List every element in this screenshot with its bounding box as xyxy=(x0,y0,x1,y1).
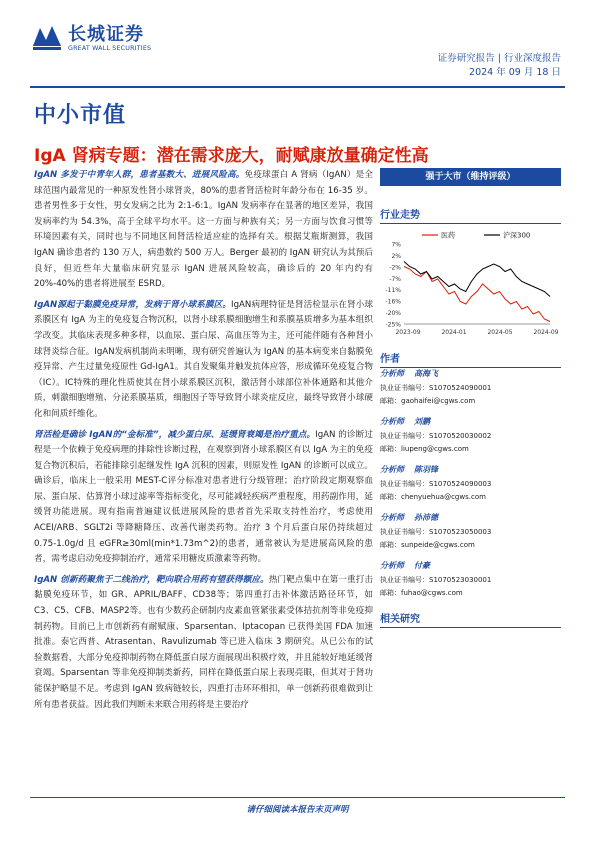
y-tick-label: -11% xyxy=(385,287,401,295)
author-role: 分析师 xyxy=(380,369,404,378)
y-tick-label: -2% xyxy=(389,264,401,272)
author-name: 孙沛德 xyxy=(414,513,438,522)
author-cert: 执业证书编号：S1070524090001 xyxy=(380,383,492,392)
report-date: 2024 年 09 月 18 日 xyxy=(469,67,561,78)
author-email: 邮箱：liupeng@cgws.com xyxy=(380,445,469,453)
author-email: 邮箱：gaohaifei@cgws.com xyxy=(380,397,476,405)
author-cert: 执业证书编号：S1070520030002 xyxy=(380,431,492,440)
paragraph-lead: 肾活检是确诊 IgAN的“金标准”，减少蛋白尿、延缓肾衰竭是治疗重点。 xyxy=(34,429,316,440)
footer-disclaimer: 请仔细阅读本报告末页声明 xyxy=(246,805,349,815)
logo-name-en: GREAT WALL SECURITIES xyxy=(68,45,152,52)
author-cert: 执业证书编号：S1070523050003 xyxy=(380,527,492,536)
legend-label: 沪深300 xyxy=(503,231,531,240)
authors-heading: 作者 xyxy=(380,350,561,368)
paragraph-lead: IgAN源起于黏膜免疫异常，发病于肾小球系膜区。 xyxy=(34,299,232,310)
paragraph xyxy=(34,168,373,293)
x-tick-label: 2024-01 xyxy=(441,329,467,336)
author-role: 分析师 xyxy=(380,417,404,426)
paragraph xyxy=(34,428,373,568)
paragraph-lead: IgAN 多发于中青年人群，患者基数大、进展风险高。 xyxy=(34,170,245,180)
author-email: 邮箱：chenyuehua@cgws.com xyxy=(380,493,486,501)
report-title: IgA 肾病专题：潜在需求庞大，耐赋康放量确定性高 xyxy=(34,146,429,166)
trend-heading: 行业走势 xyxy=(380,206,561,224)
main-body xyxy=(34,168,373,718)
author-role: 分析师 xyxy=(380,465,404,474)
paragraph-body: 免疫球蛋白 A 肾病（IgAN）是全球范围内最常见的一种原发性肾小球肾炎，80%的患者肾活检时年龄分布在 16-35 岁。患者男性多于女性，男女发病之比为 2:1-6:1。IgAN 发病率存在显著的地区差异，我国发病率约为 54.3%，高于全球平均水平。这一方面与种族有关；另一方面与饮食习惯等环境因素有关，同时也与不同地区间肾活检适应症的选择有关。根据艾瓶斯测算，我国 IgAN 确诊患者约 130 万人，病患数约 500 万人。Berger 最初的 IgAN 研究认为其预后良好，但近些年大量临床研究显示 IgAN 进展风险较高，确诊后的 20 年内约有 20%-40%的患者将进展至 ESRD。 xyxy=(34,170,374,290)
related-heading: 相关研究 xyxy=(380,610,561,628)
paragraph-lead: IgAN 创新药聚焦于二线治疗，靶向联合用药有望获得额应。 xyxy=(34,574,269,585)
x-tick-label: 2024-09 xyxy=(533,329,559,336)
y-tick-label: -20% xyxy=(385,310,401,318)
paragraph xyxy=(34,573,373,713)
y-tick-label: 7% xyxy=(391,241,401,249)
section-title: 中小市值 xyxy=(34,103,127,128)
author-cert: 执业证书编号：S1070524090003 xyxy=(380,479,492,488)
author-card xyxy=(380,559,561,601)
trend-chart-svg xyxy=(380,228,561,340)
author-role: 分析师 xyxy=(380,513,404,522)
paragraph xyxy=(34,298,373,423)
author-cert: 执业证书编号：S1070523030001 xyxy=(380,575,492,584)
y-tick-label: -7% xyxy=(389,275,401,283)
company-logo xyxy=(30,20,158,68)
author-card xyxy=(380,415,561,457)
author-name: 陈羽锋 xyxy=(414,465,438,474)
paragraph-body: IgAN 的诊断过程是一个依赖于免疫病理的排除性诊断过程，在观察到肾小球系膜区有以 IgA 为主的免疫复合物沉积后，若能排除引起继发性 IgA 沉积的因素，则原发性 IgAN 的诊断可以成立。确诊后，临床上一般采用 MEST-C评分标准对患者进行分级管理；治疗阶段定期观察血尿、蛋白尿、估算肾小球过滤率等指标变化，尽可能减轻疾病严重程度，用药副作用，延缓肾功能进展。现有指南普遍建议低进展风险的患者首先采取支持性治疗，考虑使用 ACEI/ARB、SGLT2i 等降糖降压、改善代谢类药物。治疗 3 个月后蛋白尿仍持续超过 0.75-1.0g/d 且 eGFR≥30ml(min*1.73m^2)的患者，通常被认为是进展高风险的患者，需考虑启动免疫抑制治疗，通常采用糖皮质激素等药物。 xyxy=(34,429,373,565)
y-tick-label: 2% xyxy=(391,252,401,260)
y-tick-label: -25% xyxy=(385,321,401,329)
footer-divider xyxy=(30,797,565,798)
report-category: 行业深度报告 xyxy=(503,53,561,64)
report-meta: 证券研究报告 | 行业深度报告 2024 年 09 月 18 日 xyxy=(437,53,561,78)
x-tick-label: 2023-09 xyxy=(395,329,421,336)
author-email: 邮箱：fuhao@cgws.com xyxy=(380,589,463,597)
author-card xyxy=(380,511,561,553)
paragraph-body: 热门靶点集中在第一重打击黏膜免疫环节，如 GR、APRIL/BAFF、CD38等；第四重打击补体激活路径环节，如 C3、C5、CFB、MASP2等。也有少数药企研制内皮素血管紧张素受体拮抗剂等非免疫抑制药物。目前已上市创新药有耐赋康、Sparsentan、Iptacopan 已获得美国 FDA 加速批准。泰它西普、Atrasentan、Ravulizumab 等已进入临床 3 期研究。从已公布的试验数据看，大部分免疫抑制药物在降低蛋白尿方面展现出积极疗效，并且能较好地延缓肾衰竭。Sparsentan 等非免疫抑制类新药，同样在降低蛋白尿上表现亮眼，但其对于肾功能保护略显不足。考虑到 IgAN 致病链较长，四重打击环环相扣，单一创新药很难做到让所有患者获益。因此我们判断未来联合用药将是主要治疗 xyxy=(34,574,373,710)
logo-name-cn: 长城证券 xyxy=(68,24,144,45)
trend-chart xyxy=(380,228,561,340)
header-divider xyxy=(30,86,565,88)
x-tick-label: 2024-05 xyxy=(487,329,513,336)
author-email: 邮箱：sunpeide@cgws.com xyxy=(380,541,475,549)
logo-mark-icon xyxy=(30,20,64,54)
report-type: 证券研究报告 xyxy=(437,53,495,64)
author-name: 高海飞 xyxy=(414,369,438,378)
author-role: 分析师 xyxy=(380,561,404,570)
author-card xyxy=(380,367,561,409)
paragraph-body: IgAN病理特征是肾活检显示在肾小球系膜区有 IgA 为主的免疫复合物沉积，以肾小球系膜细胞增生和系膜基质增多为基本组织学改变。其临床表现多种多样，以血尿、蛋白尿、高血压等为主，还可能伴随有各种肾小球肾炎综合征。IgAN发病机制尚未明晰，现有研究普遍认为 IgAN 的基本病变来自黏膜免疫异常、产生过量免疫原性 Gd-IgA1。其自发聚集并触发抗体应答，形成循环免疫复合物（IC）。IC特殊的理化性质使其在肾小球系膜区沉积，激活肾小球部位补体通路和其他介质，刺激细胞增殖、分泌系膜基质，细胞因子等导致肾小球炎症反应，最终导致肾小球硬化和间质纤维化。 xyxy=(34,299,373,419)
rating-badge: 强于大市（维持评级） xyxy=(380,168,561,186)
author-card xyxy=(380,463,561,505)
author-name: 刘鹏 xyxy=(414,417,430,426)
legend-label: 医药 xyxy=(441,231,455,240)
author-name: 付豪 xyxy=(414,561,430,570)
y-tick-label: -16% xyxy=(385,298,401,306)
